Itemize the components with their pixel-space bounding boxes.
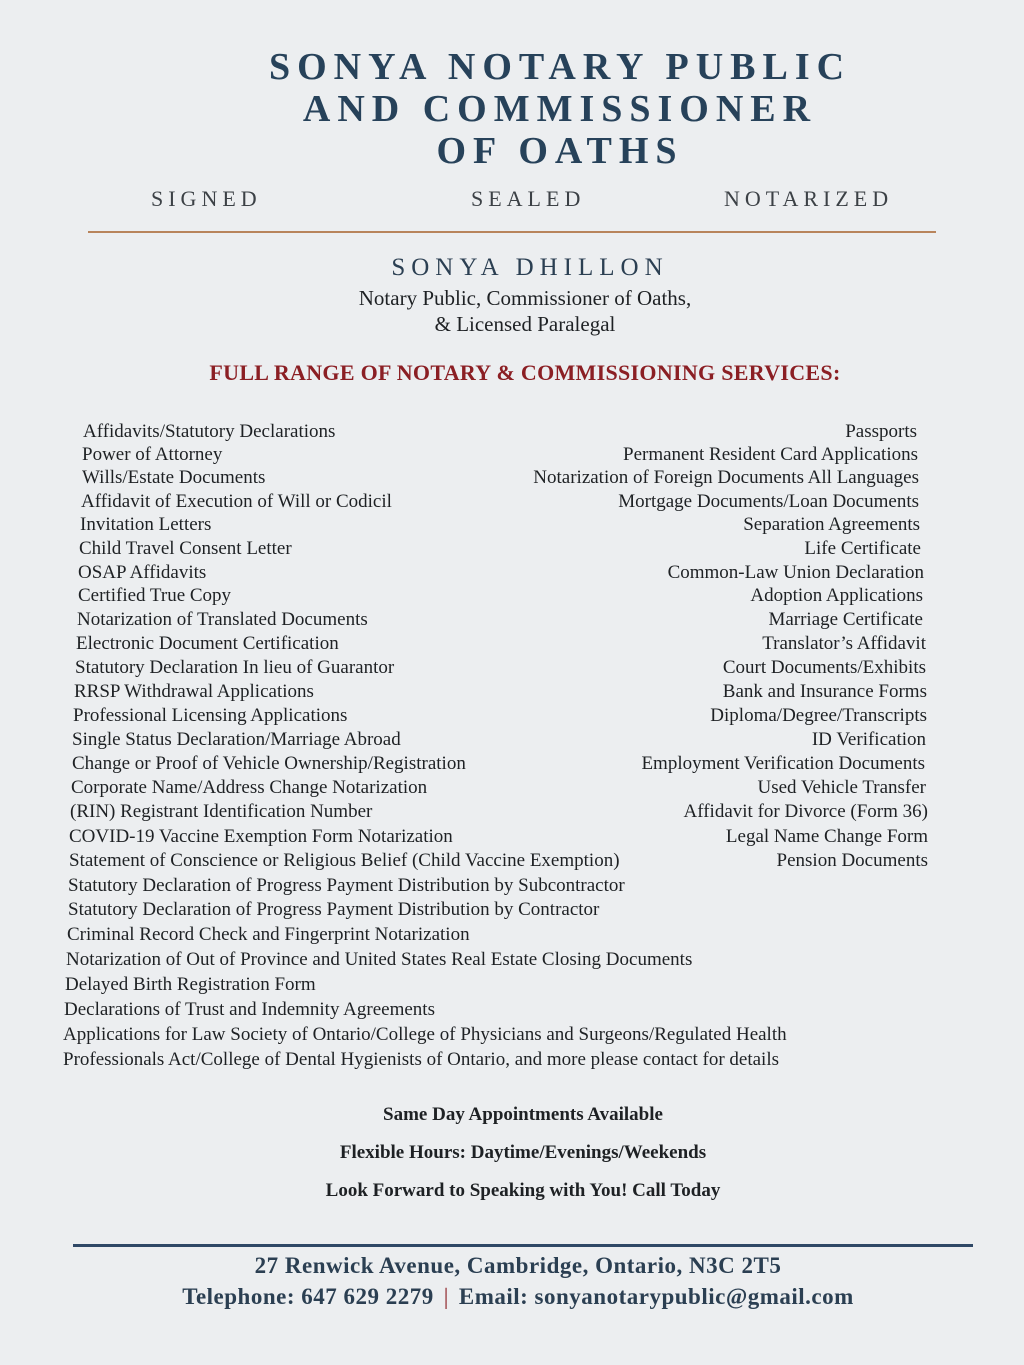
service-item-right: Employment Verification Documents [641, 753, 925, 774]
tagline-signed: SIGNED [151, 186, 262, 211]
service-item-left: Declarations of Trust and Indemnity Agreements [64, 999, 435, 1020]
service-item-left: Notarization of Translated Documents [77, 609, 368, 630]
service-item-right: Diploma/Degree/Transcripts [710, 705, 927, 726]
service-item-right: Legal Name Change Form [725, 826, 928, 847]
service-item-right: Common-Law Union Declaration [667, 562, 924, 583]
service-item-right: ID Verification [811, 729, 926, 750]
service-item-left: Notarization of Out of Province and United States Real Estate Closing Documents [66, 949, 693, 970]
service-item-left: Statutory Declaration of Progress Payment Distribution by Contractor [68, 899, 600, 920]
service-item-left: Electronic Document Certification [76, 633, 339, 654]
highlight-call-today: Look Forward to Speaking with You! Call Today [325, 1180, 721, 1201]
service-item-left: COVID-19 Vaccine Exemption Form Notarization [69, 826, 453, 847]
service-item-left: Applications for Law Society of Ontario/College of Physicians and Surgeons/Regulated Health [63, 1024, 787, 1045]
contact-telephone: Telephone: 647 629 2279 [182, 1284, 434, 1309]
person-role-line-2: & Licensed Paralegal [434, 312, 616, 336]
service-item-left: Certified True Copy [78, 585, 232, 606]
highlight-same-day: Same Day Appointments Available [383, 1104, 663, 1125]
service-item-left: Professionals Act/College of Dental Hygienists of Ontario, and more please contact for details [63, 1049, 780, 1070]
person-role-line-1: Notary Public, Commissioner of Oaths, [358, 286, 692, 310]
service-item-right: Court Documents/Exhibits [722, 657, 926, 678]
service-item-right: Translator’s Affidavit [762, 633, 926, 654]
service-item-left: Statement of Conscience or Religious Belief (Child Vaccine Exemption) [69, 850, 620, 871]
service-item-left: Invitation Letters [80, 514, 212, 535]
service-item-left: Corporate Name/Address Change Notarization [71, 777, 428, 798]
service-item-left: RRSP Withdrawal Applications [74, 681, 314, 702]
contact-line [0, 1284, 1024, 1310]
service-item-left: Single Status Declaration/Marriage Abroad [72, 729, 401, 750]
service-item-right: Marriage Certificate [768, 609, 923, 630]
person-name: SONYA DHILLON [391, 254, 669, 281]
tagline-notarized: NOTARIZED [724, 186, 894, 211]
service-item-right: Adoption Applications [750, 585, 923, 606]
service-item-right: Permanent Resident Card Applications [623, 444, 918, 465]
service-item-left: Wills/Estate Documents [82, 467, 266, 488]
service-item-left: Criminal Record Check and Fingerprint Notarization [67, 924, 470, 945]
flyer-title-line-3: OF OATHS [436, 130, 684, 172]
contact-address: 27 Renwick Avenue, Cambridge, Ontario, N3C 2T5 [254, 1253, 782, 1278]
contact-email: Email: sonyanotarypublic@gmail.com [458, 1284, 854, 1309]
service-item-left: Affidavits/Statutory Declarations [83, 421, 336, 442]
tagline-sealed: SEALED [471, 186, 586, 211]
service-item-left: Child Travel Consent Letter [79, 538, 292, 559]
gold-divider [88, 231, 936, 233]
highlight-flexible-hours: Flexible Hours: Daytime/Evenings/Weekends [339, 1142, 707, 1163]
flyer-title-line-1: SONYA NOTARY PUBLIC [268, 46, 852, 88]
navy-divider [73, 1244, 973, 1247]
service-item-left: OSAP Affidavits [78, 562, 207, 583]
service-item-left: Delayed Birth Registration Form [65, 974, 316, 995]
service-item-left: Change or Proof of Vehicle Ownership/Registration [72, 753, 466, 774]
service-item-left: Power of Attorney [82, 444, 223, 465]
services-heading: FULL RANGE OF NOTARY & COMMISSIONING SERVICES: [209, 360, 841, 385]
service-item-right: Passports [845, 421, 917, 442]
contact-separator: | [443, 1284, 449, 1309]
service-item-right: Used Vehicle Transfer [757, 777, 926, 798]
service-item-right: Bank and Insurance Forms [722, 681, 927, 702]
service-item-right: Pension Documents [776, 850, 928, 871]
service-item-left: Affidavit of Execution of Will or Codicil [81, 491, 392, 512]
service-item-right: Mortgage Documents/Loan Documents [618, 491, 919, 512]
service-item-left: Professional Licensing Applications [73, 705, 348, 726]
service-item-right: Notarization of Foreign Documents All Languages [533, 467, 919, 488]
service-item-left: (RIN) Registrant Identification Number [70, 801, 373, 822]
service-item-right: Separation Agreements [743, 514, 920, 535]
service-item-right: Life Certificate [804, 538, 921, 559]
flyer-title-line-2: AND COMMISSIONER [302, 88, 818, 130]
service-item-right: Affidavit for Divorce (Form 36) [683, 801, 928, 822]
service-item-left: Statutory Declaration of Progress Payment Distribution by Subcontractor [68, 875, 625, 896]
service-item-left: Statutory Declaration In lieu of Guarantor [75, 657, 395, 678]
